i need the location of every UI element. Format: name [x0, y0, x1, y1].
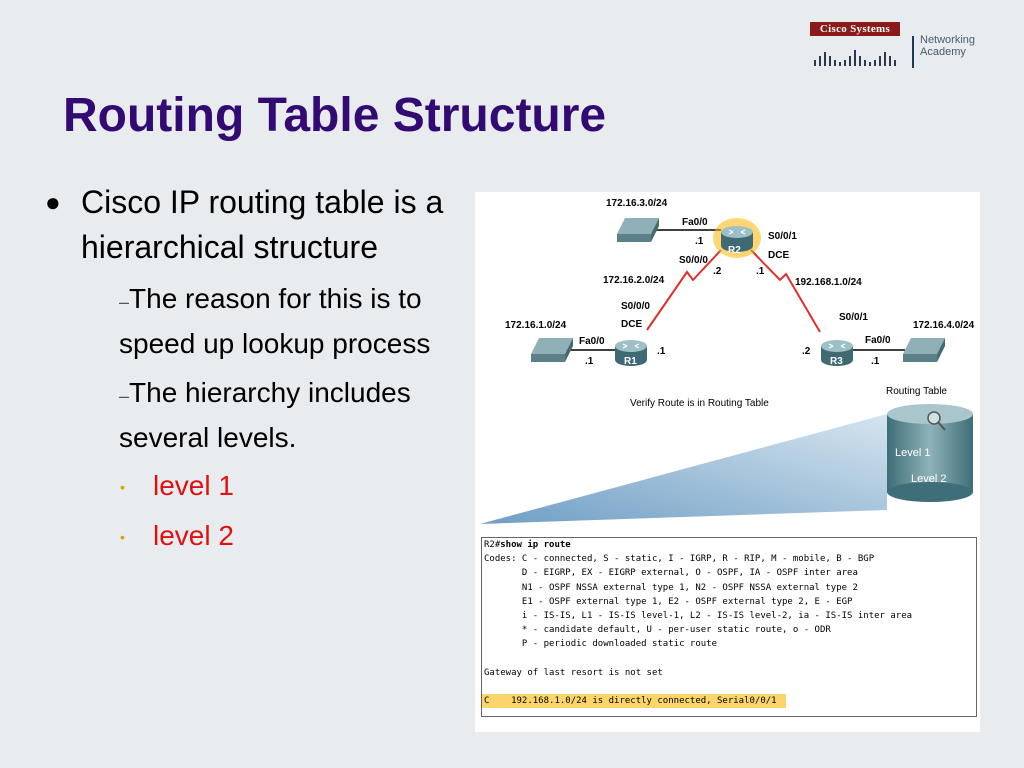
- label-routing-table: Routing Table: [886, 386, 947, 397]
- topology-diagram: [475, 192, 980, 537]
- terminal-line: P - periodic downloaded static route: [484, 639, 717, 650]
- terminal-line: E1 - OSPF external type 1, E2 - OSPF external type 2, E - EGP: [484, 596, 853, 607]
- label-r2-s000: S0/0/0: [679, 255, 708, 266]
- label-r2-fa-host: .1: [695, 236, 704, 247]
- cisco-bridge-icon: [810, 20, 902, 68]
- label-r1-dce: DCE: [621, 319, 643, 330]
- terminal-blank-line: [482, 680, 976, 694]
- level-bullet-1: [120, 464, 465, 508]
- switch-left: [531, 338, 573, 362]
- label-r3-fa: Fa0/0: [865, 335, 891, 346]
- label-r2-dce: DCE: [768, 250, 790, 261]
- label-net-r3-lan: 172.16.4.0/24: [913, 320, 975, 331]
- label-r1-s000: S0/0/0: [621, 301, 650, 312]
- terminal-command: show ip route: [500, 540, 571, 550]
- dash-icon: –: [119, 292, 130, 312]
- level-bullet-2: [120, 514, 465, 558]
- serial-link-r2-r3: [751, 250, 820, 332]
- terminal-highlight-route: C 192.168.1.0/24 is directly connected, Serial0/0/1: [482, 694, 786, 708]
- cisco-systems-logo: [810, 20, 902, 68]
- label-r1-fa: Fa0/0: [579, 336, 605, 347]
- label-verify: Verify Route is in Routing Table: [630, 398, 769, 409]
- cisco-networking-academy-logo: [810, 20, 990, 70]
- slide-title: Routing Table Structure: [63, 89, 607, 142]
- sub-bullet-2-text: The hierarchy includes several levels.: [119, 377, 411, 453]
- logo-divider: [912, 36, 914, 68]
- terminal-line: i - IS-IS, L1 - IS-IS level-1, L2 - IS-IS level-2, ia - IS-IS inter area: [484, 611, 913, 622]
- zoom-projection: [480, 414, 887, 524]
- level-1-text: level 1: [153, 470, 234, 501]
- show-ip-route-output: [481, 537, 977, 717]
- label-net-r2-lan: 172.16.3.0/24: [606, 198, 668, 209]
- switch-right: [903, 338, 945, 362]
- sub-bullet-2: [119, 372, 459, 458]
- slide-content: [45, 180, 465, 558]
- terminal-command-line: [482, 538, 976, 552]
- small-bullet-icon: •: [120, 479, 125, 495]
- label-r2-right-host: .1: [756, 266, 765, 277]
- label-r1-serial-host: .1: [657, 346, 666, 357]
- label-r3-serial-host: .2: [802, 346, 811, 357]
- label-net-r2-r3: 192.168.1.0/24: [795, 277, 862, 288]
- terminal-line: D - EIGRP, EX - EIGRP external, O - OSPF, IA - OSPF inter area: [484, 568, 858, 579]
- academy-line-2: Academy: [920, 46, 966, 58]
- network-figure: [475, 192, 980, 732]
- cisco-wordmark: Cisco Systems: [810, 22, 900, 36]
- switch-top: [617, 218, 659, 242]
- bullet-dot-icon: ●: [45, 187, 61, 217]
- terminal-line: N1 - OSPF NSSA external type 1, N2 - OSPF NSSA external type 2: [484, 582, 858, 593]
- small-bullet-icon: •: [120, 529, 125, 545]
- terminal-line: Codes: C - connected, S - static, I - IGRP, R - RIP, M - mobile, B - BGP: [484, 554, 875, 565]
- academy-line-1: Networking: [920, 34, 976, 46]
- terminal-blank-line: [482, 652, 976, 666]
- terminal-line: * - candidate default, U - per-user static route, o - ODR: [484, 625, 831, 636]
- terminal-prompt: R2#: [484, 540, 501, 550]
- bullet-level-1: [45, 180, 465, 270]
- terminal-gateway-line: Gateway of last resort is not set: [484, 667, 663, 678]
- label-r2-left-host: .2: [713, 266, 722, 277]
- label-r3-name: R3: [830, 356, 843, 367]
- label-r3-fa-host: .1: [871, 356, 880, 367]
- label-r3-s001: S0/0/1: [839, 312, 868, 323]
- label-cyl-level-2: Level 2: [911, 473, 947, 485]
- label-cyl-level-1: Level 1: [895, 447, 931, 459]
- label-r1-fa-host: .1: [585, 356, 594, 367]
- sub-bullet-1-text: The reason for this is to speed up lookup process: [119, 283, 431, 359]
- label-net-r1-lan: 172.16.1.0/24: [505, 320, 567, 331]
- label-r1-name: R1: [624, 356, 637, 367]
- label-r2-fa: Fa0/0: [682, 217, 708, 228]
- label-r2-name: R2: [728, 245, 741, 256]
- networking-academy-label: [920, 34, 975, 58]
- label-r2-s001: S0/0/1: [768, 231, 797, 242]
- label-net-r1-r2: 172.16.2.0/24: [603, 275, 665, 286]
- dash-icon: –: [119, 386, 130, 406]
- level-2-text: level 2: [153, 520, 234, 551]
- cisco-bars: [814, 50, 896, 66]
- bullet-1-text: Cisco IP routing table is a hierarchical structure: [81, 184, 444, 265]
- sub-bullet-1: [119, 278, 459, 364]
